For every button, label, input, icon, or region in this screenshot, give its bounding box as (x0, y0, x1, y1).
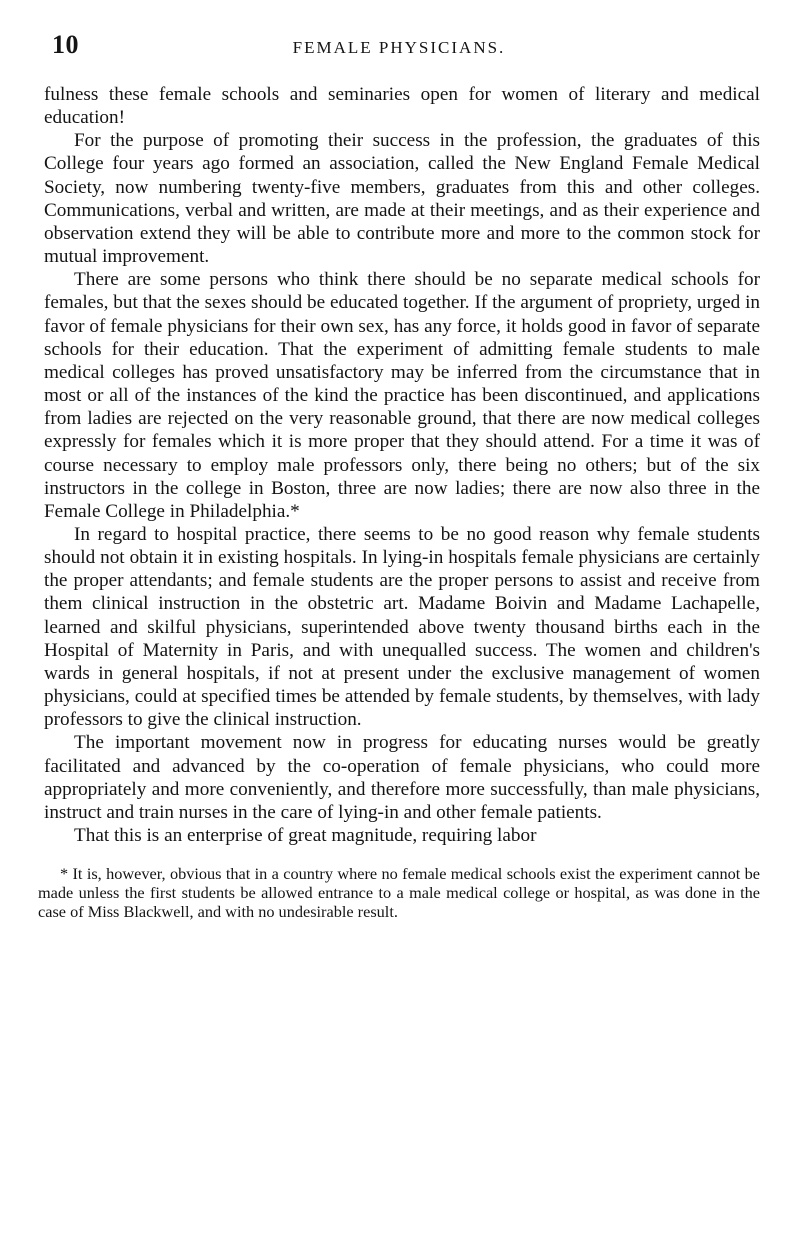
paragraph-hospital-practice: In regard to hospital practice, there seems to be no good reason why female students should not obtain it in existing hospitals. In lying-in hospitals female physicians are certainly the proper attendants; and female students are the proper persons to assist and receive from them clinical instruction in the obstetric art. Madame Boivin and Madame Lachapelle, learned and skilful physicians, superintended above twenty thousand births each in the Hospital of Maternity in Paris, and with unequalled success. The women and children's wards in general hospitals, if not at present under the exclusive management of women physicians, could at specified times be attended by female students, by themselves, with lady professors to give the clinical instruction. (44, 523, 760, 731)
page-number: 10 (52, 30, 79, 59)
book-page (38, 28, 760, 921)
paragraph-continued: fulness these female schools and seminaries open for women of literary and medical education! (44, 84, 760, 129)
paragraph-enterprise: That this is an enterprise of great magnitude, requiring labor (74, 825, 537, 846)
body-text (44, 83, 760, 847)
paragraph-society: For the purpose of promoting their success in the profession, the graduates of this College four years ago formed an association, called the New England Female Medical Society, now numbering twenty-five members, graduates from this and other colleges. Communications, verbal and written, are made at their meetings, and as their experience and observation extend they will be able to contribute more and more to the common stock for mutual improvement. (44, 130, 760, 268)
footnote-text: * It is, however, obvious that in a country where no female medical schools exist the experiment cannot be made unless the first students be allowed entrance to a male medical college or hospital, as was done in the case of Miss Blackwell, and with no undesirable result. (38, 864, 760, 922)
footnote (38, 864, 760, 921)
paragraph-separate-schools: There are some persons who think there should be no separate medical schools for females, but that the sexes should be educated together. If the argument of propriety, urged in favor of female physicians for their own sex, has any force, it holds good in favor of separate schools for their education. That the experiment of admitting female students to male medical colleges has proved unsatisfactory may be inferred from the circumstance that in most or all of the instances of the kind the practice has been discontinued, and applications from ladies are rejected on the very reasonable ground, that there are now medical colleges expressly for females which it is more proper that they should attend. For a time it was of course necessary to employ male professors only, there being no others; but of the six instructors in the college in Boston, three are now ladies; there are now also three in the Female College in Philadelphia.* (44, 269, 760, 522)
page-header (38, 28, 760, 62)
paragraph-nurses: The important movement now in progress for educating nurses would be greatly facilitated and advanced by the co-operation of female physicians, who could more appropriately and more conveniently, and therefore more successfully, than male physicians, instruct and train nurses in the care of lying-in and other female patients. (44, 732, 760, 823)
running-title: FEMALE PHYSICIANS. (292, 38, 506, 57)
